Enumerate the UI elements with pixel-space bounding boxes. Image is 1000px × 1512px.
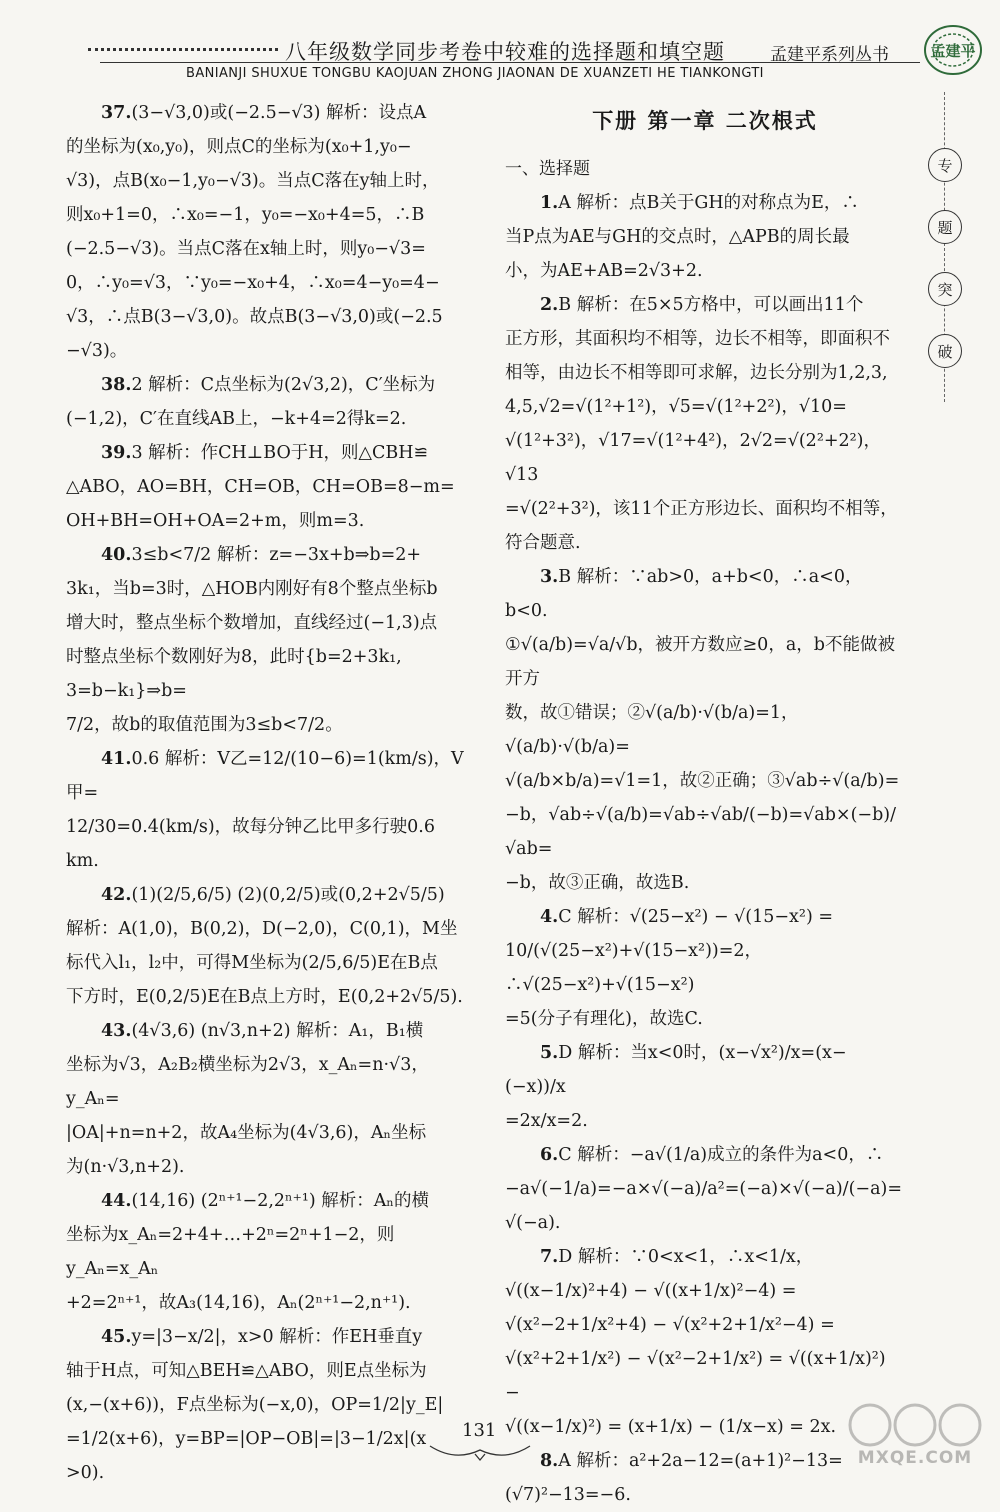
question-number: 1. bbox=[540, 193, 559, 213]
watermark-text: MXQE.COM bbox=[857, 1448, 973, 1468]
question-number: 41. bbox=[101, 749, 132, 769]
answer-line: 相等，由边长不相等即可求解，边长分别为1,2,3, bbox=[505, 363, 888, 383]
answer-text: 3≤b<7/2 解析：z=−3x+b⇒b=2+ bbox=[131, 545, 422, 565]
answer-line: ①√(a/b)=√a/√b，被开方数应≥0，a，b不能做被开方 bbox=[505, 635, 895, 689]
answer-line: (−1,2)，C′在直线AB上，−k+4=2得k=2. bbox=[66, 409, 407, 429]
answer-text: A 解析：a²+2a−12=(a+1)²−13= bbox=[558, 1451, 843, 1471]
question-number: 7. bbox=[540, 1247, 559, 1267]
answer-line: 的坐标为(x₀,y₀)，则点C的坐标为(x₀+1,y₀− bbox=[66, 137, 412, 157]
answer-item bbox=[66, 742, 470, 878]
series-name: 孟建平系列丛书 bbox=[770, 45, 889, 65]
answer-line: 为(n·√3,n+2). bbox=[66, 1157, 185, 1177]
answer-line bbox=[505, 288, 905, 322]
side-tag: 题 bbox=[928, 210, 962, 244]
answer-line: 10/(√(25−x²)+√(15−x²))=2，∴√(25−x²)+√(15−x²) bbox=[505, 941, 763, 995]
answer-line: (√7)²−13=−6. bbox=[505, 1485, 631, 1505]
answer-item bbox=[66, 878, 470, 1014]
question-number: 38. bbox=[101, 375, 132, 395]
answer-line: √(x²−2+1/x²+4) − √(x²+2+1/x²−4) = bbox=[505, 1315, 835, 1335]
side-tag: 破 bbox=[928, 334, 962, 368]
sub-title: 一、选择题 bbox=[505, 159, 590, 179]
answer-line: √(a/b×b/a)=√1=1，故②正确；③√ab÷√(a/b)= bbox=[505, 771, 900, 791]
answer-line bbox=[505, 1036, 905, 1104]
question-number: 3. bbox=[540, 567, 559, 587]
answer-line: 坐标为√3，A₂B₂横坐标为2√3，x_Aₙ=n·√3，y_Aₙ= bbox=[66, 1055, 429, 1109]
answer-line: 标代入l₁，l₂中，可得M坐标为(2/5,6/5)E在B点 bbox=[66, 953, 438, 973]
answer-text: y=|3−x/2|，x>0 解析：作EH垂直y bbox=[131, 1327, 423, 1347]
answer-text: 0.6 解析：V乙=12/(10−6)=1(km/s)，V甲= bbox=[66, 749, 464, 803]
answer-line: =1/2(x+6)，y=BP=|OP−OB|=|3−1/2x|(x bbox=[66, 1429, 427, 1449]
answer-line: 正方形，其面积均不相等，边长不相等，即面积不 bbox=[505, 329, 890, 349]
answer-item bbox=[505, 186, 905, 288]
question-number: 5. bbox=[540, 1043, 559, 1063]
answer-line: √3，∴点B(3−√3,0)。故点B(3−√3,0)或(−2.5 bbox=[66, 307, 443, 327]
answer-item bbox=[66, 436, 470, 538]
question-number: 44. bbox=[101, 1191, 132, 1211]
answer-line bbox=[505, 186, 905, 220]
answer-line bbox=[66, 368, 470, 402]
answer-line bbox=[505, 900, 905, 934]
answer-line: 4,5,√2=√(1²+1²)，√5=√(1²+2²)，√10= bbox=[505, 397, 847, 417]
answer-text: B 解析：在5×5方格中，可以画出11个 bbox=[558, 295, 864, 315]
answer-line bbox=[505, 1138, 905, 1172]
answer-line bbox=[66, 742, 470, 810]
answer-line: 增大时，整点坐标个数增加，直线经过(−1,3)点 bbox=[66, 613, 438, 633]
header-rule bbox=[100, 62, 920, 63]
answer-item bbox=[505, 1036, 905, 1138]
answer-line: 数，故①错误；②√(a/b)·√(b/a)=1，√(a/b)·√(b/a)= bbox=[505, 703, 799, 757]
answer-line: (−2.5−√3)。当点C落在x轴上时，则y₀−√3= bbox=[66, 239, 426, 259]
page-ornament-icon bbox=[425, 1440, 535, 1464]
answer-item bbox=[505, 288, 905, 560]
right-items bbox=[505, 186, 905, 1512]
answer-line: 解析：A(1,0)，B(0,2)，D(−2,0)，C(0,1)，M坐 bbox=[66, 919, 458, 939]
answer-text: (4√3,6) (n√3,n+2) 解析：A₁，B₁横 bbox=[131, 1021, 424, 1041]
question-number: 39. bbox=[101, 443, 132, 463]
answer-line: =2x/x=2. bbox=[505, 1111, 588, 1131]
side-tags bbox=[928, 148, 964, 396]
answer-item bbox=[66, 1320, 470, 1490]
side-tag: 突 bbox=[928, 272, 962, 306]
answer-line bbox=[66, 878, 470, 912]
question-number: 4. bbox=[540, 907, 559, 927]
answer-line: △ABO，AO=BH，CH=OB，CH=OB=8−m= bbox=[66, 477, 455, 497]
answer-line: −b，故③正确，故选B. bbox=[505, 873, 690, 893]
answer-line: 12/30=0.4(km/s)，故每分钟乙比甲多行驶0.6 km. bbox=[66, 817, 435, 871]
answer-line: 则x₀+1=0，∴x₀=−1，y₀=−x₀+4=5，∴B bbox=[66, 205, 425, 225]
answer-line: −a√(−1/a)=−a×√(−a)/a²=(−a)×√(−a)/(−a)= bbox=[505, 1179, 902, 1199]
question-number: 42. bbox=[101, 885, 132, 905]
answer-line bbox=[66, 538, 470, 572]
answer-line bbox=[66, 436, 470, 470]
answer-item bbox=[66, 1014, 470, 1184]
book-title: 八年级数学同步考卷中较难的选择题和填空题 bbox=[285, 40, 725, 64]
answer-line bbox=[66, 1184, 470, 1218]
answer-line bbox=[66, 96, 470, 130]
page-header bbox=[0, 0, 1000, 90]
book-title-pinyin: BANIANJI SHUXUE TONGBU KAOJUAN ZHONG JIAONAN DE XUANZETI HE TIANKONGTI bbox=[186, 66, 764, 81]
answer-line: 轴于H点，可知△BEH≌△ABO，则E点坐标为 bbox=[66, 1361, 427, 1381]
answer-text: D 解析：∵0<x<1，∴x<1/x， bbox=[558, 1247, 814, 1267]
section-title: 下册 第一章 二次根式 bbox=[592, 109, 818, 133]
answer-text: (1)(2/5,6/5) (2)(0,2/5)或(0,2+2√5/5) bbox=[131, 885, 445, 905]
watermark bbox=[840, 1400, 990, 1470]
answer-text: 3 解析：作CH⊥BO于H，则△CBH≌ bbox=[131, 443, 429, 463]
answer-line bbox=[66, 1320, 470, 1354]
answer-text: C 解析：−a√(1/a)成立的条件为a<0，∴ bbox=[558, 1145, 884, 1165]
side-tag: 专 bbox=[928, 148, 962, 182]
answer-line: √(−a). bbox=[505, 1213, 561, 1233]
answer-line: 当P点为AE与GH的交点时，△APB的周长最 bbox=[505, 227, 850, 247]
question-number: 8. bbox=[540, 1451, 559, 1471]
answer-text: (14,16) (2ⁿ⁺¹−2,2ⁿ⁺¹) 解析：Aₙ的横 bbox=[131, 1191, 429, 1211]
answer-line: (x,−(x+6))，F点坐标为(−x,0)，OP=1/2|y_E| bbox=[66, 1395, 444, 1415]
answer-line: −b，√ab÷√(a/b)=√ab÷√ab/(−b)=√ab×(−b)/√ab= bbox=[505, 805, 896, 859]
answer-line: √(1²+3²)，√17=√(1²+4²)，2√2=√(2²+2²)，√13 bbox=[505, 431, 881, 485]
answer-line: 坐标为x_Aₙ=2+4+…+2ⁿ=2ⁿ+1−2，则y_Aₙ=x_Aₙ bbox=[66, 1225, 395, 1279]
answer-item bbox=[505, 560, 905, 900]
answer-line: 符合题意. bbox=[505, 533, 581, 553]
answer-line: √3)，点B(x₀−1,y₀−√3)。当点C落在y轴上时， bbox=[66, 171, 440, 191]
left-column bbox=[66, 96, 470, 1490]
question-number: 2. bbox=[540, 295, 559, 315]
page-number: 131 bbox=[462, 1420, 497, 1441]
answer-line bbox=[66, 1014, 470, 1048]
answer-item bbox=[505, 900, 905, 1036]
question-number: 37. bbox=[101, 103, 132, 123]
answer-text: B 解析：∵ab>0，a+b<0，∴a<0，b<0. bbox=[505, 567, 863, 621]
answer-line: 小，为AE+AB=2√3+2. bbox=[505, 261, 703, 281]
watermark-logo-icon bbox=[840, 1400, 990, 1450]
answer-line: =√(2²+3²)，该11个正方形边长、面积均不相等， bbox=[505, 499, 898, 519]
answer-item bbox=[66, 368, 470, 436]
answer-line: 7/2，故b的取值范围为3≤b<7/2。 bbox=[66, 715, 343, 735]
answer-item bbox=[66, 538, 470, 742]
answer-line: √(x²+2+1/x²) − √(x²−2+1/x²) = √((x+1/x)²) − bbox=[505, 1349, 886, 1403]
answer-line: =5(分子有理化)，故选C. bbox=[505, 1009, 703, 1029]
answer-line: √((x−1/x)²) = (x+1/x) − (1/x−x) = 2x. bbox=[505, 1417, 837, 1437]
right-column bbox=[505, 96, 905, 1512]
answer-line: 下方时，E(0,2/5)E在B点上方时，E(0,2+2√5/5). bbox=[66, 987, 463, 1007]
question-number: 43. bbox=[101, 1021, 132, 1041]
question-number: 6. bbox=[540, 1145, 559, 1165]
answer-line: >0). bbox=[66, 1463, 105, 1483]
answer-item bbox=[66, 1184, 470, 1320]
answer-line: 3k₁，当b=3时，△HOB内刚好有8个整点坐标b bbox=[66, 579, 438, 599]
question-number: 40. bbox=[101, 545, 132, 565]
publisher-logo-icon bbox=[922, 22, 984, 78]
answer-line: OH+BH=OH+OA=2+m，则m=3. bbox=[66, 511, 365, 531]
answer-line bbox=[505, 1240, 905, 1274]
answer-line: 时整点坐标个数刚好为8，此时{b=2+3k₁, 3=b−k₁}⇒b= bbox=[66, 647, 402, 701]
answer-line: +2=2ⁿ⁺¹，故A₃(14,16)，Aₙ(2ⁿ⁺¹−2,n⁺¹). bbox=[66, 1293, 411, 1313]
answer-text: (3−√3,0)或(−2.5−√3) 解析：设点A bbox=[131, 103, 427, 123]
answer-line: −√3)。 bbox=[66, 341, 128, 361]
answer-line bbox=[505, 560, 905, 628]
question-number: 45. bbox=[101, 1327, 132, 1347]
answer-line: |OA|+n=n+2，故A₄坐标为(4√3,6)，Aₙ坐标 bbox=[66, 1123, 427, 1143]
answer-text: D 解析：当x<0时，(x−√x²)/x=(x−(−x))/x bbox=[505, 1043, 847, 1097]
svg-text:孟建平: 孟建平 bbox=[930, 42, 976, 60]
answer-text: C 解析：√(25−x²) − √(15−x²) = bbox=[558, 907, 833, 927]
answer-text: A 解析：点B关于GH的对称点为E，∴ bbox=[558, 193, 859, 213]
answer-item bbox=[505, 1138, 905, 1240]
answer-text: 2 解析：C点坐标为(2√3,2)，C′坐标为 bbox=[131, 375, 436, 395]
answer-line: √((x−1/x)²+4) − √((x+1/x)²−4) = bbox=[505, 1281, 797, 1301]
header-dots bbox=[88, 48, 278, 51]
answer-item bbox=[66, 96, 470, 368]
answer-line: 0，∴y₀=√3，∵y₀=−x₀+4，∴x₀=4−y₀=4− bbox=[66, 273, 440, 293]
